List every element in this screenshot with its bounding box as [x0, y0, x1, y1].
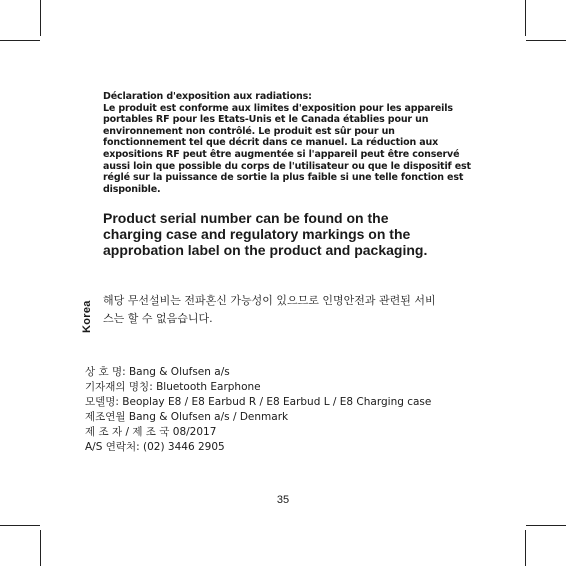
declaration-line: expositions RF peut être augmentée si l'appareil peut être conservé — [103, 148, 460, 160]
serial-number-notice — [103, 210, 503, 258]
product-info-row: 제 조 자 / 제 조 국 08/2017 — [85, 426, 217, 438]
product-info-row: 상 호 명: Bang & Olufsen a/s — [85, 366, 230, 378]
crop-mark-bottom-left-vertical — [40, 530, 41, 566]
declaration-line: Le produit est conforme aux limites d'exposition pour les appareils — [103, 102, 453, 114]
declaration-line: environnement non contrôlé. Le produit est sûr pour un — [103, 125, 395, 137]
declaration-line: fonctionnement tel que décrit dans ce manuel. La réduction aux — [103, 137, 439, 149]
crop-mark-top-right-vertical — [525, 0, 526, 36]
crop-mark-top-left-vertical — [40, 0, 41, 36]
crop-mark-top-left-horizontal — [0, 40, 40, 41]
crop-mark-top-right-horizontal — [526, 40, 566, 41]
korean-radio-notice — [103, 292, 493, 328]
page-number: 35 — [276, 494, 290, 506]
declaration-line: réglé sur la puissance de sortie la plus faible si une telle fonction est — [103, 172, 464, 184]
korean-notice-line: 해당 무선설비는 전파혼신 가능성이 있으므로 인명안전과 관련된 서비 — [103, 294, 436, 307]
serial-notice-line: Product serial number can be found on the — [103, 210, 389, 226]
crop-mark-bottom-right-horizontal — [526, 525, 566, 526]
declaration-title: Déclaration d'exposition aux radiations: — [103, 91, 312, 102]
radiation-exposure-declaration — [103, 91, 498, 195]
korean-notice-line: 스는 할 수 없음습니다. — [103, 312, 213, 325]
serial-notice-line: charging case and regulatory markings on the — [103, 226, 411, 242]
declaration-line: portables RF pour les Etats-Unis et le Canada établies pour un — [103, 114, 429, 126]
crop-mark-bottom-right-vertical — [525, 530, 526, 566]
product-info-block — [85, 365, 505, 455]
product-info-row: A/S 연락처: (02) 3446 2905 — [85, 441, 225, 453]
product-info-row: 모델명: Beoplay E8 / E8 Earbud R / E8 Earbud L / E8 Charging case — [85, 396, 432, 408]
country-label: Korea — [81, 300, 93, 333]
declaration-line: disponible. — [103, 183, 161, 195]
product-info-row: 기자재의 명칭: Bluetooth Earphone — [85, 381, 261, 393]
product-info-row: 제조연월 Bang & Olufsen a/s / Denmark — [85, 411, 289, 423]
declaration-line: aussi loin que possible du corps de l'utilisateur ou que le dispositif est — [103, 160, 471, 172]
crop-mark-bottom-left-horizontal — [0, 525, 40, 526]
serial-notice-line: approbation label on the product and packaging. — [103, 242, 428, 258]
